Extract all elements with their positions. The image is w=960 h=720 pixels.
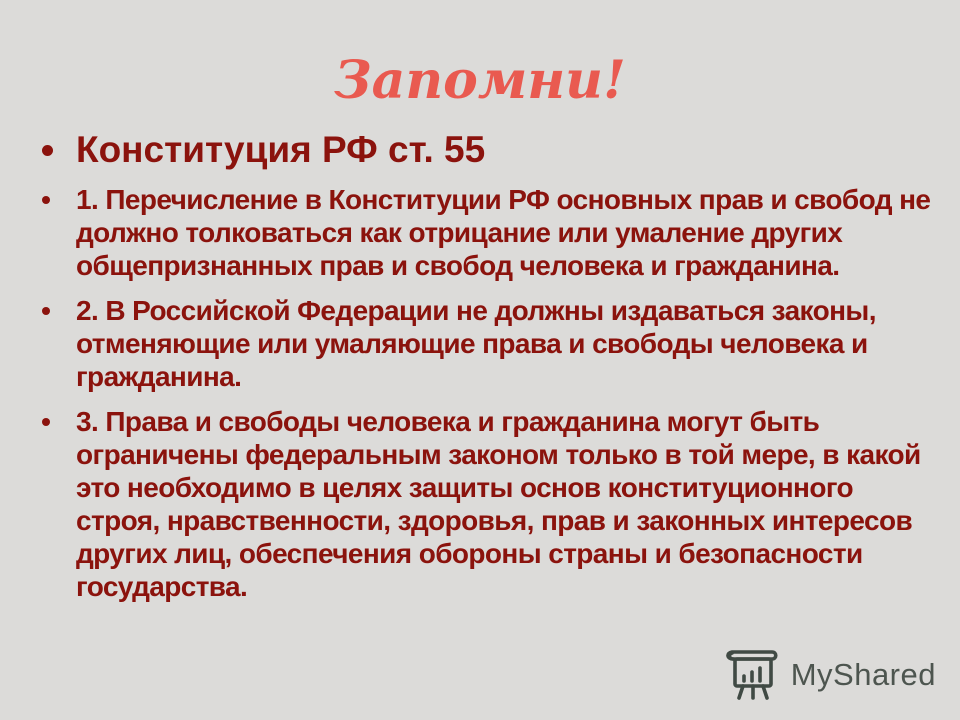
bullet-item-clause-1 (36, 183, 936, 282)
bullet-text: 2. В Российской Федерации не должны издаваться законы, отменяющие или умаляющие права и свободы человека и гражданина. (76, 295, 876, 393)
flipchart-icon (723, 648, 781, 702)
bullet-list (36, 127, 938, 603)
bullet-item-clause-3 (36, 405, 936, 603)
watermark-label: MyShared (790, 657, 936, 692)
bullet-dot (42, 145, 53, 156)
bullet-item-article-heading (36, 127, 938, 173)
bullet-text: Конституция РФ ст. 55 (76, 129, 486, 171)
bullet-dot (42, 418, 50, 426)
bullet-item-clause-2 (36, 294, 936, 393)
slide-title: Запомни! (334, 50, 626, 111)
bullet-text: 1. Перечисление в Конституции РФ основных прав и свобод не должно толковаться как отрицание или умаление других общепризнанных прав и свобод человека и гражданина. (76, 184, 931, 282)
bullet-dot (42, 307, 50, 315)
bullet-text: 3. Права и свободы человека и гражданина могут быть ограничены федеральным законом только в той мере, в какой это необходимо в целях защиты основ конституционного строя, нравственности, здоровья, прав и законных интересов других лиц, обеспечения обороны страны и безопасности государства. (76, 406, 921, 603)
bullet-dot (42, 196, 50, 204)
myshared-watermark[interactable] (723, 648, 936, 702)
